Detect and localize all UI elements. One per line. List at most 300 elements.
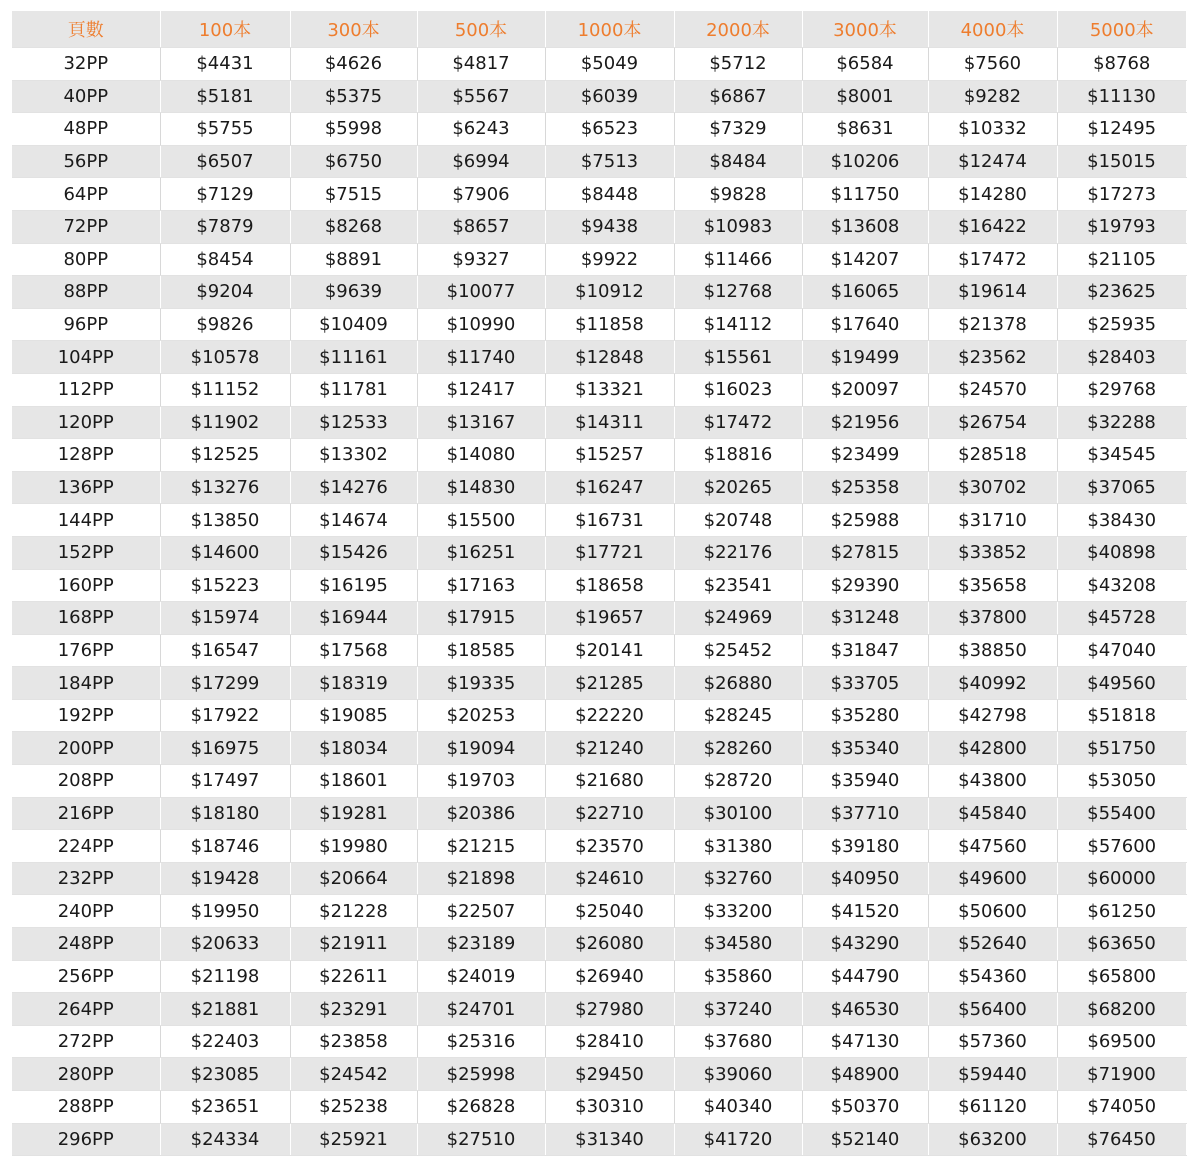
price-cell: $31380 xyxy=(674,830,802,863)
price-cell: $61250 xyxy=(1057,895,1186,928)
table-row xyxy=(12,504,1186,537)
page-count-cell: 192PP xyxy=(12,699,160,732)
table-row xyxy=(12,439,1186,472)
price-cell: $46530 xyxy=(802,993,928,1026)
price-cell: $26754 xyxy=(928,406,1057,439)
price-cell: $35860 xyxy=(674,960,802,993)
price-cell: $26828 xyxy=(417,1091,545,1124)
price-cell: $37710 xyxy=(802,797,928,830)
price-cell: $23651 xyxy=(160,1091,290,1124)
price-cell: $9438 xyxy=(545,210,674,243)
price-cell: $22220 xyxy=(545,699,674,732)
price-cell: $19428 xyxy=(160,862,290,895)
price-cell: $25935 xyxy=(1057,308,1186,341)
price-cell: $22507 xyxy=(417,895,545,928)
price-cell: $65800 xyxy=(1057,960,1186,993)
price-cell: $18180 xyxy=(160,797,290,830)
price-cell: $6523 xyxy=(545,113,674,146)
page-count-cell: 208PP xyxy=(12,765,160,798)
price-cell: $14280 xyxy=(928,178,1057,211)
price-cell: $52640 xyxy=(928,928,1057,961)
price-cell: $25040 xyxy=(545,895,674,928)
price-cell: $38850 xyxy=(928,634,1057,667)
price-cell: $55400 xyxy=(1057,797,1186,830)
price-cell: $12495 xyxy=(1057,113,1186,146)
page-count-cell: 232PP xyxy=(12,862,160,895)
price-cell: $9204 xyxy=(160,276,290,309)
price-cell: $7906 xyxy=(417,178,545,211)
price-cell: $10077 xyxy=(417,276,545,309)
price-cell: $11858 xyxy=(545,308,674,341)
price-cell: $37240 xyxy=(674,993,802,1026)
price-cell: $29768 xyxy=(1057,373,1186,406)
price-cell: $12533 xyxy=(290,406,417,439)
price-cell: $20386 xyxy=(417,797,545,830)
price-cell: $42800 xyxy=(928,732,1057,765)
price-cell: $19703 xyxy=(417,765,545,798)
price-cell: $13167 xyxy=(417,406,545,439)
price-cell: $16731 xyxy=(545,504,674,537)
price-cell: $19657 xyxy=(545,602,674,635)
price-cell: $7329 xyxy=(674,113,802,146)
price-cell: $69500 xyxy=(1057,1025,1186,1058)
price-cell: $18658 xyxy=(545,569,674,602)
price-cell: $25921 xyxy=(290,1123,417,1156)
price-cell: $15500 xyxy=(417,504,545,537)
price-cell: $14080 xyxy=(417,439,545,472)
table-header-row xyxy=(12,11,1186,48)
price-cell: $6243 xyxy=(417,113,545,146)
price-cell: $7129 xyxy=(160,178,290,211)
table-row xyxy=(12,178,1186,211)
page-count-cell: 224PP xyxy=(12,830,160,863)
price-cell: $19335 xyxy=(417,667,545,700)
price-cell: $8448 xyxy=(545,178,674,211)
table-row xyxy=(12,276,1186,309)
page-count-cell: 72PP xyxy=(12,210,160,243)
price-cell: $30310 xyxy=(545,1091,674,1124)
price-cell: $20097 xyxy=(802,373,928,406)
price-cell: $24701 xyxy=(417,993,545,1026)
price-cell: $61120 xyxy=(928,1091,1057,1124)
price-cell: $20633 xyxy=(160,928,290,961)
price-cell: $10332 xyxy=(928,113,1057,146)
price-cell: $4431 xyxy=(160,48,290,81)
price-cell: $17299 xyxy=(160,667,290,700)
page-count-cell: 248PP xyxy=(12,928,160,961)
price-cell: $21105 xyxy=(1057,243,1186,276)
table-row xyxy=(12,993,1186,1026)
table-row xyxy=(12,113,1186,146)
table-row xyxy=(12,210,1186,243)
price-cell: $13608 xyxy=(802,210,928,243)
price-cell: $24542 xyxy=(290,1058,417,1091)
page-count-cell: 280PP xyxy=(12,1058,160,1091)
page-count-cell: 120PP xyxy=(12,406,160,439)
price-cell: $6867 xyxy=(674,80,802,113)
price-cell: $49600 xyxy=(928,862,1057,895)
price-cell: $37680 xyxy=(674,1025,802,1058)
table-row xyxy=(12,928,1186,961)
price-cell: $43800 xyxy=(928,765,1057,798)
price-cell: $8484 xyxy=(674,145,802,178)
price-cell: $44790 xyxy=(802,960,928,993)
price-cell: $23499 xyxy=(802,439,928,472)
price-cell: $20253 xyxy=(417,699,545,732)
header-qty-1000: 1000本 xyxy=(545,11,674,48)
page-count-cell: 80PP xyxy=(12,243,160,276)
price-cell: $74050 xyxy=(1057,1091,1186,1124)
price-cell: $20664 xyxy=(290,862,417,895)
price-cell: $15223 xyxy=(160,569,290,602)
price-cell: $28518 xyxy=(928,439,1057,472)
price-cell: $47130 xyxy=(802,1025,928,1058)
price-cell: $5181 xyxy=(160,80,290,113)
price-cell: $28410 xyxy=(545,1025,674,1058)
price-cell: $20141 xyxy=(545,634,674,667)
price-cell: $17915 xyxy=(417,602,545,635)
price-cell: $15561 xyxy=(674,341,802,374)
price-cell: $25452 xyxy=(674,634,802,667)
price-cell: $5375 xyxy=(290,80,417,113)
page-count-cell: 288PP xyxy=(12,1091,160,1124)
price-cell: $16975 xyxy=(160,732,290,765)
price-cell: $12768 xyxy=(674,276,802,309)
price-cell: $56400 xyxy=(928,993,1057,1026)
price-cell: $21881 xyxy=(160,993,290,1026)
price-cell: $47040 xyxy=(1057,634,1186,667)
page-count-cell: 104PP xyxy=(12,341,160,374)
page-count-cell: 32PP xyxy=(12,48,160,81)
price-cell: $28720 xyxy=(674,765,802,798)
table-row xyxy=(12,308,1186,341)
price-cell: $4817 xyxy=(417,48,545,81)
price-cell: $40898 xyxy=(1057,536,1186,569)
price-cell: $19980 xyxy=(290,830,417,863)
price-cell: $21240 xyxy=(545,732,674,765)
price-cell: $8768 xyxy=(1057,48,1186,81)
price-cell: $24570 xyxy=(928,373,1057,406)
page-count-cell: 88PP xyxy=(12,276,160,309)
price-cell: $11130 xyxy=(1057,80,1186,113)
price-cell: $9922 xyxy=(545,243,674,276)
price-cell: $5567 xyxy=(417,80,545,113)
price-cell: $59440 xyxy=(928,1058,1057,1091)
price-cell: $9282 xyxy=(928,80,1057,113)
price-cell: $31847 xyxy=(802,634,928,667)
price-cell: $11902 xyxy=(160,406,290,439)
price-cell: $57360 xyxy=(928,1025,1057,1058)
price-cell: $28260 xyxy=(674,732,802,765)
price-cell: $6750 xyxy=(290,145,417,178)
price-cell: $10983 xyxy=(674,210,802,243)
price-cell: $33200 xyxy=(674,895,802,928)
table-row xyxy=(12,341,1186,374)
price-cell: $23562 xyxy=(928,341,1057,374)
page-count-cell: 96PP xyxy=(12,308,160,341)
price-cell: $10206 xyxy=(802,145,928,178)
price-cell: $12417 xyxy=(417,373,545,406)
price-cell: $34580 xyxy=(674,928,802,961)
price-cell: $16422 xyxy=(928,210,1057,243)
price-cell: $22403 xyxy=(160,1025,290,1058)
price-cell: $28245 xyxy=(674,699,802,732)
price-cell: $48900 xyxy=(802,1058,928,1091)
price-cell: $11781 xyxy=(290,373,417,406)
price-cell: $21680 xyxy=(545,765,674,798)
price-cell: $17721 xyxy=(545,536,674,569)
price-cell: $8657 xyxy=(417,210,545,243)
price-cell: $37800 xyxy=(928,602,1057,635)
table-row xyxy=(12,243,1186,276)
price-cell: $10912 xyxy=(545,276,674,309)
price-cell: $30100 xyxy=(674,797,802,830)
price-cell: $19085 xyxy=(290,699,417,732)
price-cell: $52140 xyxy=(802,1123,928,1156)
price-cell: $9828 xyxy=(674,178,802,211)
page-count-cell: 184PP xyxy=(12,667,160,700)
table-row xyxy=(12,1123,1186,1156)
page-count-cell: 168PP xyxy=(12,602,160,635)
price-cell: $76450 xyxy=(1057,1123,1186,1156)
price-cell: $39180 xyxy=(802,830,928,863)
price-cell: $40340 xyxy=(674,1091,802,1124)
price-cell: $14830 xyxy=(417,471,545,504)
header-qty-500: 500本 xyxy=(417,11,545,48)
table-row xyxy=(12,732,1186,765)
table-row xyxy=(12,373,1186,406)
price-cell: $54360 xyxy=(928,960,1057,993)
price-cell: $17163 xyxy=(417,569,545,602)
price-cell: $12474 xyxy=(928,145,1057,178)
table-body xyxy=(12,48,1186,1156)
page-count-cell: 176PP xyxy=(12,634,160,667)
price-cell: $27510 xyxy=(417,1123,545,1156)
table-row xyxy=(12,1058,1186,1091)
price-cell: $17640 xyxy=(802,308,928,341)
price-cell: $23858 xyxy=(290,1025,417,1058)
price-cell: $9826 xyxy=(160,308,290,341)
price-table-container xyxy=(12,11,1186,1156)
price-cell: $35280 xyxy=(802,699,928,732)
price-cell: $25998 xyxy=(417,1058,545,1091)
price-cell: $23291 xyxy=(290,993,417,1026)
price-cell: $18816 xyxy=(674,439,802,472)
table-row xyxy=(12,862,1186,895)
price-cell: $31248 xyxy=(802,602,928,635)
table-row xyxy=(12,602,1186,635)
header-qty-2000: 2000本 xyxy=(674,11,802,48)
price-cell: $32288 xyxy=(1057,406,1186,439)
header-qty-3000: 3000本 xyxy=(802,11,928,48)
price-cell: $24019 xyxy=(417,960,545,993)
price-cell: $41720 xyxy=(674,1123,802,1156)
price-cell: $18319 xyxy=(290,667,417,700)
price-cell: $4626 xyxy=(290,48,417,81)
price-cell: $45728 xyxy=(1057,602,1186,635)
page-count-cell: 264PP xyxy=(12,993,160,1026)
price-cell: $14674 xyxy=(290,504,417,537)
price-cell: $40992 xyxy=(928,667,1057,700)
price-cell: $22611 xyxy=(290,960,417,993)
table-row xyxy=(12,48,1186,81)
table-row xyxy=(12,145,1186,178)
price-cell: $12525 xyxy=(160,439,290,472)
page-count-cell: 64PP xyxy=(12,178,160,211)
price-cell: $50370 xyxy=(802,1091,928,1124)
price-cell: $21215 xyxy=(417,830,545,863)
price-cell: $16251 xyxy=(417,536,545,569)
price-cell: $28403 xyxy=(1057,341,1186,374)
price-cell: $8268 xyxy=(290,210,417,243)
price-cell: $31710 xyxy=(928,504,1057,537)
page-count-cell: 136PP xyxy=(12,471,160,504)
price-cell: $19614 xyxy=(928,276,1057,309)
price-cell: $5755 xyxy=(160,113,290,146)
price-table xyxy=(12,11,1187,1156)
header-qty-100: 100本 xyxy=(160,11,290,48)
price-cell: $23625 xyxy=(1057,276,1186,309)
page-count-cell: 240PP xyxy=(12,895,160,928)
price-cell: $20748 xyxy=(674,504,802,537)
price-cell: $5049 xyxy=(545,48,674,81)
price-cell: $21911 xyxy=(290,928,417,961)
table-row xyxy=(12,80,1186,113)
price-cell: $26080 xyxy=(545,928,674,961)
table-row xyxy=(12,634,1186,667)
price-cell: $5712 xyxy=(674,48,802,81)
price-cell: $35658 xyxy=(928,569,1057,602)
price-cell: $25316 xyxy=(417,1025,545,1058)
price-cell: $8631 xyxy=(802,113,928,146)
header-qty-5000: 5000本 xyxy=(1057,11,1186,48)
price-cell: $15974 xyxy=(160,602,290,635)
price-cell: $18585 xyxy=(417,634,545,667)
price-cell: $16195 xyxy=(290,569,417,602)
table-row xyxy=(12,830,1186,863)
price-cell: $6584 xyxy=(802,48,928,81)
price-cell: $14207 xyxy=(802,243,928,276)
price-cell: $34545 xyxy=(1057,439,1186,472)
price-cell: $19793 xyxy=(1057,210,1186,243)
page-count-cell: 256PP xyxy=(12,960,160,993)
table-row xyxy=(12,699,1186,732)
price-cell: $21898 xyxy=(417,862,545,895)
price-cell: $19950 xyxy=(160,895,290,928)
price-cell: $27815 xyxy=(802,536,928,569)
price-cell: $19281 xyxy=(290,797,417,830)
page-count-cell: 160PP xyxy=(12,569,160,602)
price-cell: $15015 xyxy=(1057,145,1186,178)
price-cell: $16065 xyxy=(802,276,928,309)
price-cell: $12848 xyxy=(545,341,674,374)
price-cell: $21378 xyxy=(928,308,1057,341)
price-cell: $19499 xyxy=(802,341,928,374)
price-cell: $10990 xyxy=(417,308,545,341)
price-cell: $6039 xyxy=(545,80,674,113)
price-cell: $24969 xyxy=(674,602,802,635)
table-row xyxy=(12,895,1186,928)
price-cell: $16247 xyxy=(545,471,674,504)
price-cell: $11740 xyxy=(417,341,545,374)
price-cell: $7560 xyxy=(928,48,1057,81)
price-cell: $19094 xyxy=(417,732,545,765)
price-cell: $51818 xyxy=(1057,699,1186,732)
price-cell: $22176 xyxy=(674,536,802,569)
price-cell: $23570 xyxy=(545,830,674,863)
price-cell: $6507 xyxy=(160,145,290,178)
table-row xyxy=(12,569,1186,602)
price-cell: $43290 xyxy=(802,928,928,961)
price-cell: $39060 xyxy=(674,1058,802,1091)
price-cell: $8891 xyxy=(290,243,417,276)
price-cell: $25988 xyxy=(802,504,928,537)
price-cell: $14600 xyxy=(160,536,290,569)
page-count-cell: 144PP xyxy=(12,504,160,537)
price-cell: $17472 xyxy=(674,406,802,439)
page-count-cell: 56PP xyxy=(12,145,160,178)
price-cell: $11750 xyxy=(802,178,928,211)
price-cell: $5998 xyxy=(290,113,417,146)
page-count-cell: 216PP xyxy=(12,797,160,830)
table-row xyxy=(12,1025,1186,1058)
price-cell: $38430 xyxy=(1057,504,1186,537)
price-cell: $16023 xyxy=(674,373,802,406)
price-cell: $51750 xyxy=(1057,732,1186,765)
table-row xyxy=(12,471,1186,504)
price-cell: $8454 xyxy=(160,243,290,276)
price-cell: $17497 xyxy=(160,765,290,798)
price-cell: $21285 xyxy=(545,667,674,700)
price-cell: $24334 xyxy=(160,1123,290,1156)
price-cell: $37065 xyxy=(1057,471,1186,504)
page-count-cell: 200PP xyxy=(12,732,160,765)
price-cell: $15426 xyxy=(290,536,417,569)
price-cell: $17273 xyxy=(1057,178,1186,211)
price-cell: $26880 xyxy=(674,667,802,700)
price-cell: $29390 xyxy=(802,569,928,602)
price-cell: $30702 xyxy=(928,471,1057,504)
price-cell: $20265 xyxy=(674,471,802,504)
price-cell: $7879 xyxy=(160,210,290,243)
price-cell: $9639 xyxy=(290,276,417,309)
price-cell: $11466 xyxy=(674,243,802,276)
price-cell: $15257 xyxy=(545,439,674,472)
price-cell: $8001 xyxy=(802,80,928,113)
price-cell: $45840 xyxy=(928,797,1057,830)
price-cell: $63200 xyxy=(928,1123,1057,1156)
table-row xyxy=(12,536,1186,569)
price-cell: $17568 xyxy=(290,634,417,667)
page-count-cell: 296PP xyxy=(12,1123,160,1156)
price-cell: $22710 xyxy=(545,797,674,830)
price-cell: $16547 xyxy=(160,634,290,667)
table-row xyxy=(12,765,1186,798)
price-cell: $32760 xyxy=(674,862,802,895)
price-cell: $11161 xyxy=(290,341,417,374)
price-cell: $26940 xyxy=(545,960,674,993)
price-cell: $53050 xyxy=(1057,765,1186,798)
page-count-cell: 48PP xyxy=(12,113,160,146)
price-cell: $13850 xyxy=(160,504,290,537)
price-cell: $29450 xyxy=(545,1058,674,1091)
header-pages: 頁數 xyxy=(12,11,160,48)
price-cell: $25238 xyxy=(290,1091,417,1124)
price-cell: $35340 xyxy=(802,732,928,765)
table-row xyxy=(12,667,1186,700)
price-cell: $16944 xyxy=(290,602,417,635)
price-cell: $31340 xyxy=(545,1123,674,1156)
